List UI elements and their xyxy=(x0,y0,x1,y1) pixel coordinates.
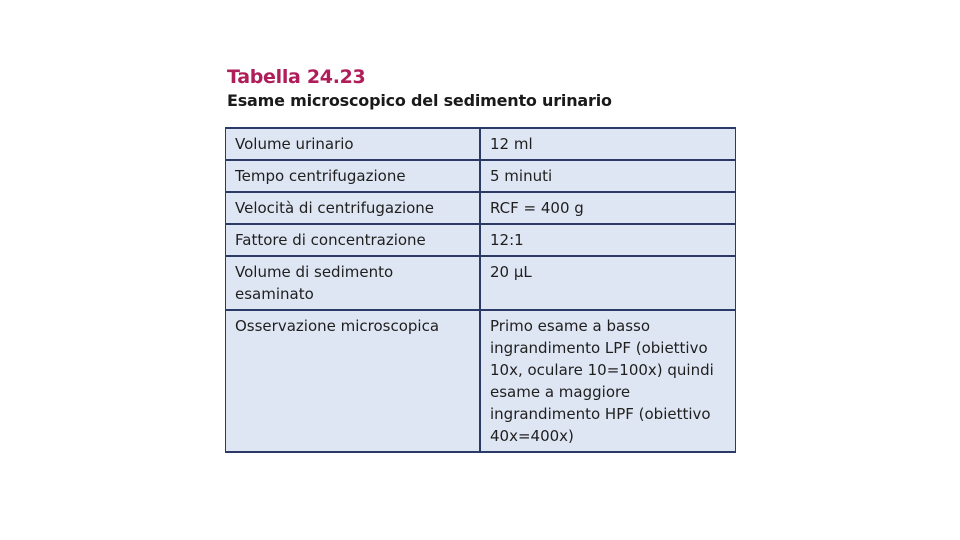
row-value: 12 ml xyxy=(480,128,736,160)
table-row-velocita-centrifugazione xyxy=(226,192,736,224)
row-label: Osservazione microscopica xyxy=(226,310,481,452)
row-value: RCF = 400 g xyxy=(480,192,736,224)
row-label: Velocità di centrifugazione xyxy=(226,192,481,224)
table-row-volume-sedimento xyxy=(226,256,736,310)
sediment-exam-table xyxy=(225,127,736,453)
table-subtitle: Esame microscopico del sedimento urinario xyxy=(227,91,612,110)
row-value: 20 µL xyxy=(480,256,736,310)
table-row-fattore-concentrazione xyxy=(226,224,736,256)
row-label: Fattore di concentrazione xyxy=(226,224,481,256)
row-label: Volume di sedimento esaminato xyxy=(226,256,481,310)
table-row-volume-urinario xyxy=(226,128,736,160)
table-row-osservazione-microscopica xyxy=(226,310,736,452)
table-row-tempo-centrifugazione xyxy=(226,160,736,192)
row-label: Volume urinario xyxy=(226,128,481,160)
table-title: Tabella 24.23 xyxy=(227,66,366,88)
row-label: Tempo centrifugazione xyxy=(226,160,481,192)
row-value: 12:1 xyxy=(480,224,736,256)
row-value: 5 minuti xyxy=(480,160,736,192)
row-value: Primo esame a basso ingrandimento LPF (obiettivo 10x, oculare 10=100x) quindi esame a maggiore ingrandimento HPF (obiettivo 40x=400x) xyxy=(480,310,736,452)
